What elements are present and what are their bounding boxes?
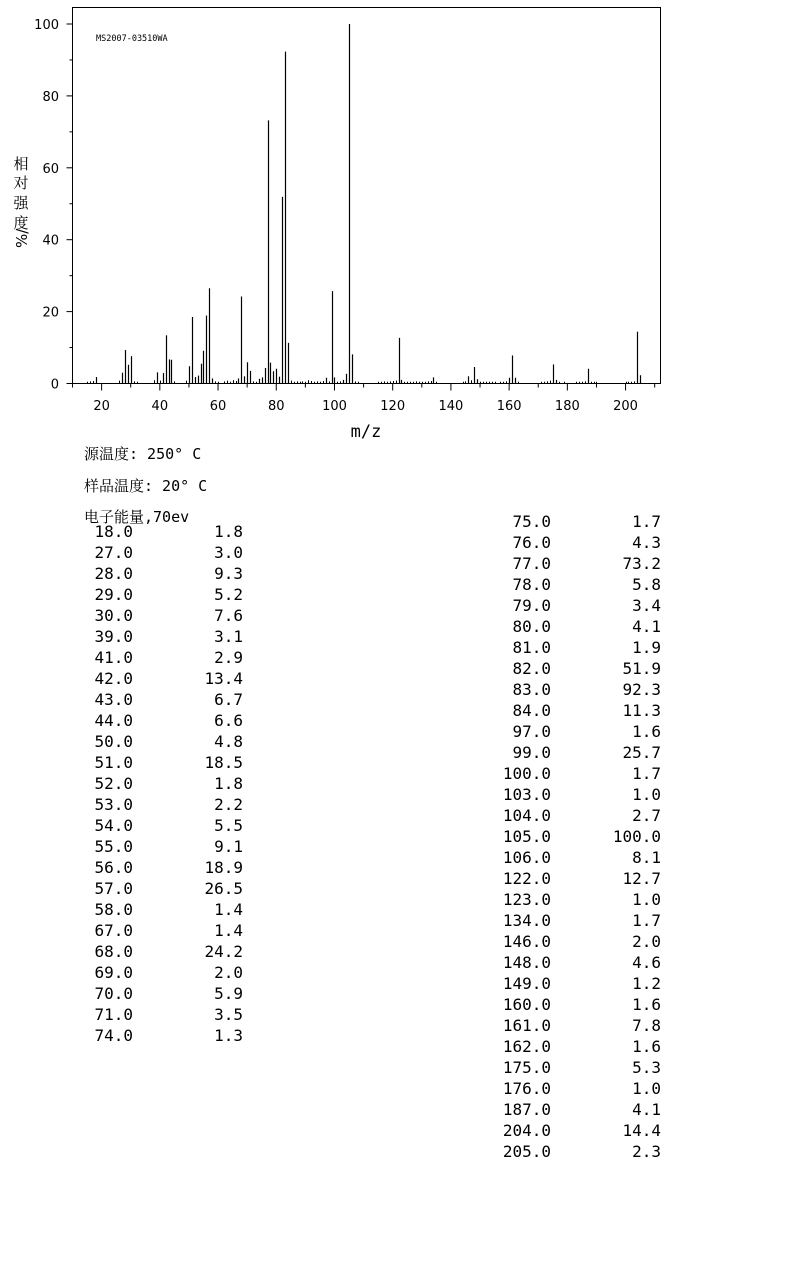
abundance-value: 3.1 <box>214 627 243 646</box>
mz-value: 75.0 <box>512 512 551 531</box>
peak-row <box>497 931 661 952</box>
peak-row <box>497 1036 661 1057</box>
plot-frame <box>73 8 661 384</box>
mz-value: 52.0 <box>94 774 133 793</box>
abundance-value: 1.9 <box>632 638 661 657</box>
mz-value: 175.0 <box>502 1058 551 1077</box>
abundance-value: 13.4 <box>204 669 243 688</box>
abundance-value: 2.0 <box>214 963 243 982</box>
abundance-value: 1.0 <box>632 785 661 804</box>
peak-row <box>497 889 661 910</box>
abundance-value: 1.6 <box>632 722 661 741</box>
abundance-value: 11.3 <box>622 701 661 720</box>
abundance-value: 5.9 <box>214 984 243 1003</box>
y-label-char: 相 <box>13 155 29 173</box>
abundance-value: 2.2 <box>214 795 243 814</box>
x-tick-label: 140 <box>438 399 464 414</box>
peak-table-left <box>90 521 243 1046</box>
peak-row <box>90 983 243 1004</box>
electron-energy: 电子能量,70ev <box>84 508 190 526</box>
abundance-value: 3.4 <box>632 596 661 615</box>
abundance-value: 14.4 <box>622 1121 661 1140</box>
abundance-value: 1.8 <box>214 522 243 541</box>
mz-value: 58.0 <box>94 900 133 919</box>
abundance-value: 4.6 <box>632 953 661 972</box>
abundance-value: 9.3 <box>214 564 243 583</box>
mz-value: 74.0 <box>94 1026 133 1045</box>
peak-row <box>497 1120 661 1141</box>
y-label-char: 强 <box>13 194 29 212</box>
mz-value: 27.0 <box>94 543 133 562</box>
peak-row <box>497 784 661 805</box>
peak-row <box>90 710 243 731</box>
peak-row <box>90 584 243 605</box>
abundance-value: 1.8 <box>214 774 243 793</box>
mz-value: 176.0 <box>502 1079 551 1098</box>
peak-row <box>497 952 661 973</box>
peak-row <box>497 511 661 532</box>
abundance-value: 1.2 <box>632 974 661 993</box>
peak-row <box>90 941 243 962</box>
mz-value: 80.0 <box>512 617 551 636</box>
peak-row <box>90 1025 243 1046</box>
mz-value: 77.0 <box>512 554 551 573</box>
abundance-value: 7.6 <box>214 606 243 625</box>
peak-row <box>497 532 661 553</box>
source-temperature: 源温度: 250° C <box>84 445 202 463</box>
x-tick-label: 100 <box>322 399 347 414</box>
peak-row <box>497 910 661 931</box>
y-label-char: 度 <box>13 214 29 232</box>
abundance-value: 4.3 <box>632 533 661 552</box>
peak-row <box>497 868 661 889</box>
abundance-value: 9.1 <box>214 837 243 856</box>
mz-value: 149.0 <box>502 974 551 993</box>
abundance-value: 1.6 <box>632 995 661 1014</box>
peak-row <box>90 962 243 983</box>
abundance-value: 1.4 <box>214 900 243 919</box>
abundance-value: 5.8 <box>632 575 661 594</box>
mz-value: 161.0 <box>502 1016 551 1035</box>
mz-value: 69.0 <box>94 963 133 982</box>
abundance-value: 18.5 <box>204 753 243 772</box>
mz-value: 67.0 <box>94 921 133 940</box>
x-tick-label: 40 <box>151 399 169 414</box>
mz-value: 123.0 <box>502 890 551 909</box>
mz-value: 39.0 <box>94 627 133 646</box>
mz-value: 99.0 <box>512 743 551 762</box>
y-tick-label: 100 <box>34 18 59 33</box>
abundance-value: 5.3 <box>632 1058 661 1077</box>
peak-row <box>497 595 661 616</box>
abundance-value: 1.3 <box>214 1026 243 1045</box>
abundance-value: 6.7 <box>214 690 243 709</box>
abundance-value: 2.9 <box>214 648 243 667</box>
mz-value: 103.0 <box>502 785 551 804</box>
abundance-value: 12.7 <box>622 869 661 888</box>
x-tick-label: 20 <box>93 399 110 414</box>
abundance-value: 24.2 <box>204 942 243 961</box>
y-label-percent: %/ <box>13 228 31 248</box>
mz-value: 42.0 <box>94 669 133 688</box>
abundance-value: 73.2 <box>622 554 661 573</box>
peak-row <box>497 616 661 637</box>
y-tick-label: 20 <box>42 305 59 321</box>
mz-value: 44.0 <box>94 711 133 730</box>
mz-value: 187.0 <box>502 1100 551 1119</box>
peak-row <box>497 553 661 574</box>
peak-row <box>90 542 243 563</box>
abundance-value: 1.4 <box>214 921 243 940</box>
peak-row <box>497 658 661 679</box>
mz-value: 81.0 <box>512 638 551 657</box>
peak-row <box>90 899 243 920</box>
peak-row <box>90 521 243 542</box>
x-axis-label: m/z <box>350 422 382 442</box>
abundance-value: 1.7 <box>632 512 661 531</box>
abundance-value: 2.3 <box>632 1142 661 1161</box>
x-tick-label: 60 <box>209 399 227 414</box>
x-tick-label: 200 <box>613 399 638 414</box>
mz-value: 54.0 <box>94 816 133 835</box>
abundance-value: 3.0 <box>214 543 243 562</box>
mz-value: 28.0 <box>94 564 133 583</box>
peak-row <box>90 878 243 899</box>
sample-temperature: 样品温度: 20° C <box>84 477 208 495</box>
peak-row <box>497 1015 661 1036</box>
mz-value: 105.0 <box>502 827 551 846</box>
mz-value: 68.0 <box>94 942 133 961</box>
mz-value: 97.0 <box>512 722 551 741</box>
mz-value: 146.0 <box>502 932 551 951</box>
mz-value: 84.0 <box>512 701 551 720</box>
mz-value: 106.0 <box>502 848 551 867</box>
mz-value: 82.0 <box>512 659 551 678</box>
abundance-value: 2.7 <box>632 806 661 825</box>
peak-row <box>90 731 243 752</box>
y-tick-label: 80 <box>42 89 59 105</box>
mz-value: 83.0 <box>512 680 551 699</box>
abundance-value: 7.8 <box>632 1016 661 1035</box>
mz-value: 100.0 <box>502 764 551 783</box>
mz-value: 76.0 <box>512 533 551 552</box>
mz-value: 134.0 <box>502 911 551 930</box>
mz-value: 79.0 <box>512 596 551 615</box>
abundance-value: 51.9 <box>622 659 661 678</box>
peak-row <box>497 574 661 595</box>
abundance-value: 4.8 <box>214 732 243 751</box>
mz-value: 57.0 <box>94 879 133 898</box>
peak-row <box>90 857 243 878</box>
mz-value: 56.0 <box>94 858 133 877</box>
mz-value: 122.0 <box>502 869 551 888</box>
abundance-value: 5.2 <box>214 585 243 604</box>
peak-row <box>497 742 661 763</box>
abundance-value: 2.0 <box>632 932 661 951</box>
peak-row <box>497 994 661 1015</box>
mz-value: 204.0 <box>502 1121 551 1140</box>
peak-row <box>497 805 661 826</box>
x-tick-label: 80 <box>267 399 285 414</box>
peak-row <box>497 847 661 868</box>
spectrum-peaks <box>88 24 641 384</box>
peak-row <box>90 605 243 626</box>
abundance-value: 1.0 <box>632 890 661 909</box>
peak-row <box>90 794 243 815</box>
mz-value: 162.0 <box>502 1037 551 1056</box>
peak-row <box>90 752 243 773</box>
abundance-value: 5.5 <box>214 816 243 835</box>
abundance-value: 3.5 <box>214 1005 243 1024</box>
y-tick-label: 40 <box>42 233 59 249</box>
mz-value: 55.0 <box>94 837 133 856</box>
x-tick-label: 180 <box>554 399 580 414</box>
peak-row <box>90 773 243 794</box>
y-tick-label: 60 <box>42 161 59 177</box>
peak-row <box>497 1078 661 1099</box>
abundance-value: 1.6 <box>632 1037 661 1056</box>
mz-value: 18.0 <box>94 522 133 541</box>
mass-spectrum-chart <box>0 0 794 445</box>
peak-row <box>90 815 243 836</box>
abundance-value: 4.1 <box>632 1100 661 1119</box>
mz-value: 29.0 <box>94 585 133 604</box>
mz-value: 50.0 <box>94 732 133 751</box>
abundance-value: 25.7 <box>622 743 661 762</box>
mz-value: 41.0 <box>94 648 133 667</box>
mz-value: 160.0 <box>502 995 551 1014</box>
peak-row <box>497 1141 661 1162</box>
abundance-value: 92.3 <box>622 680 661 699</box>
peak-row <box>497 637 661 658</box>
peak-row <box>90 647 243 668</box>
peak-row <box>497 700 661 721</box>
peak-row <box>497 973 661 994</box>
peak-row <box>90 689 243 710</box>
peak-row <box>497 826 661 847</box>
axis-ticks <box>34 18 655 414</box>
peak-table-right <box>497 511 661 1162</box>
abundance-value: 100.0 <box>612 827 661 846</box>
abundance-value: 1.0 <box>632 1079 661 1098</box>
peak-row <box>90 668 243 689</box>
abundance-value: 1.7 <box>632 764 661 783</box>
mz-value: 70.0 <box>94 984 133 1003</box>
mz-value: 205.0 <box>502 1142 551 1161</box>
mz-value: 78.0 <box>512 575 551 594</box>
abundance-value: 18.9 <box>204 858 243 877</box>
mz-value: 104.0 <box>502 806 551 825</box>
x-tick-label: 160 <box>496 399 522 414</box>
peak-row <box>497 679 661 700</box>
abundance-value: 8.1 <box>632 848 661 867</box>
peak-row <box>90 563 243 584</box>
y-axis-label <box>13 155 31 248</box>
peak-row <box>497 721 661 742</box>
peak-row <box>90 920 243 941</box>
mz-value: 51.0 <box>94 753 133 772</box>
peak-row <box>90 1004 243 1025</box>
y-tick-label: 0 <box>50 377 59 393</box>
mz-value: 53.0 <box>94 795 133 814</box>
y-label-char: 对 <box>13 174 29 192</box>
mz-value: 43.0 <box>94 690 133 709</box>
peak-row <box>497 1057 661 1078</box>
peak-row <box>90 626 243 647</box>
mz-value: 71.0 <box>94 1005 133 1024</box>
abundance-value: 6.6 <box>214 711 243 730</box>
spectrum-id-label: MS2007-03510WA <box>96 34 168 44</box>
peak-row <box>497 1099 661 1120</box>
abundance-value: 1.7 <box>632 911 661 930</box>
abundance-value: 4.1 <box>632 617 661 636</box>
abundance-value: 26.5 <box>204 879 243 898</box>
mz-value: 30.0 <box>94 606 133 625</box>
peak-row <box>497 763 661 784</box>
x-tick-label: 120 <box>380 399 406 414</box>
peak-row <box>90 836 243 857</box>
mz-value: 148.0 <box>502 953 551 972</box>
